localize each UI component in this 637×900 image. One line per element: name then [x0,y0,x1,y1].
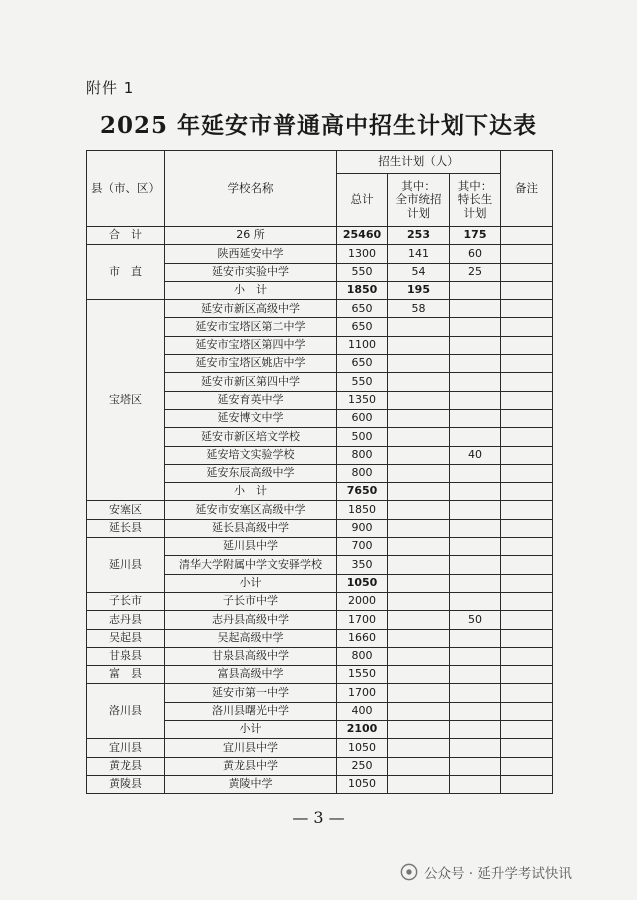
special-cell [450,647,501,665]
remarks-cell [501,263,553,281]
special-cell [450,501,501,519]
special-cell [450,355,501,373]
special-cell: 175 [450,227,501,245]
remarks-cell [501,501,553,519]
special-cell [450,300,501,318]
total-cell: 1550 [337,666,388,684]
watermark-text: 公众号 · 延升学考试快讯 [424,866,572,882]
remarks-cell [501,757,553,775]
remarks-cell [501,391,553,409]
school-cell: 延川县中学 [165,538,337,556]
citywide-cell: 195 [388,281,450,299]
special-cell [450,373,501,391]
total-cell: 25460 [337,227,388,245]
total-cell: 1050 [337,775,388,793]
total-cell: 1350 [337,391,388,409]
citywide-cell [388,428,450,446]
special-cell [450,556,501,574]
remarks-cell [501,629,553,647]
school-cell: 延安博文中学 [165,409,337,427]
table-row [87,501,553,519]
total-cell: 600 [337,409,388,427]
total-cell: 800 [337,446,388,464]
total-cell: 650 [337,300,388,318]
remarks-cell [501,318,553,336]
document-title: 2025 年延安市普通高中招生计划下达表 [99,112,538,139]
county-cell: 洛川县 [87,684,165,739]
special-cell [450,428,501,446]
citywide-cell: 54 [388,263,450,281]
remarks-cell [501,227,553,245]
total-cell: 800 [337,647,388,665]
citywide-cell [388,391,450,409]
school-cell: 子长市中学 [165,592,337,610]
total-cell: 2100 [337,721,388,739]
citywide-cell [388,464,450,482]
table-row [87,592,553,610]
citywide-cell [388,647,450,665]
remarks-cell [501,574,553,592]
total-cell: 700 [337,538,388,556]
school-cell: 延安市宝塔区姚店中学 [165,355,337,373]
special-cell [450,574,501,592]
county-cell: 市 直 [87,245,165,300]
total-cell: 1050 [337,574,388,592]
citywide-cell [388,483,450,501]
total-cell: 1700 [337,684,388,702]
total-cell: 1700 [337,611,388,629]
table-row [87,227,553,245]
school-cell: 志丹县高级中学 [165,611,337,629]
remarks-cell [501,684,553,702]
table-row [87,739,553,757]
remarks-cell [501,300,553,318]
school-cell: 延安市新区第四中学 [165,373,337,391]
remarks-cell [501,355,553,373]
county-cell: 子长市 [87,592,165,610]
remarks-cell [501,538,553,556]
remarks-cell [501,519,553,537]
special-cell [450,592,501,610]
table-row [87,300,553,318]
page-number: — 3 — [292,808,345,827]
enrollment-plan-table [86,150,553,794]
special-cell [450,464,501,482]
school-cell: 吴起高级中学 [165,629,337,647]
school-cell: 黄陵中学 [165,775,337,793]
remarks-cell [501,245,553,263]
county-cell: 宜川县 [87,739,165,757]
school-cell: 小计 [165,574,337,592]
remarks-cell [501,592,553,610]
special-cell [450,318,501,336]
school-cell: 延安市第一中学 [165,684,337,702]
total-cell: 800 [337,464,388,482]
special-cell [450,281,501,299]
special-cell [450,757,501,775]
table-row [87,647,553,665]
header-school: 学校名称 [165,151,337,227]
school-cell: 小计 [165,721,337,739]
remarks-cell [501,409,553,427]
school-cell: 延安育英中学 [165,391,337,409]
total-cell: 2000 [337,592,388,610]
county-cell: 志丹县 [87,611,165,629]
table-row [87,775,553,793]
school-cell: 甘泉县高级中学 [165,647,337,665]
table-row [87,629,553,647]
special-cell [450,519,501,537]
table-row [87,684,553,702]
remarks-cell [501,647,553,665]
citywide-cell [388,355,450,373]
citywide-cell [388,775,450,793]
school-cell: 小 计 [165,281,337,299]
citywide-cell [388,501,450,519]
special-cell: 25 [450,263,501,281]
citywide-cell [388,666,450,684]
citywide-cell [388,446,450,464]
remarks-cell [501,721,553,739]
citywide-cell [388,336,450,354]
county-cell: 富 县 [87,666,165,684]
remarks-cell [501,428,553,446]
citywide-cell [388,684,450,702]
remarks-cell [501,739,553,757]
citywide-cell [388,702,450,720]
remarks-cell [501,336,553,354]
table-row [87,538,553,556]
school-cell: 延长县高级中学 [165,519,337,537]
watermark [400,862,572,882]
special-cell [450,629,501,647]
county-cell: 延长县 [87,519,165,537]
citywide-cell [388,721,450,739]
table-row [87,757,553,775]
total-cell: 250 [337,757,388,775]
citywide-cell [388,611,450,629]
special-cell [450,538,501,556]
remarks-cell [501,281,553,299]
total-cell: 1100 [337,336,388,354]
school-cell: 延安市宝塔区第四中学 [165,336,337,354]
school-cell: 小 计 [165,483,337,501]
citywide-cell [388,409,450,427]
wechat-icon [400,863,418,881]
header-plan-group: 招生计划（人） [337,151,501,174]
citywide-cell [388,538,450,556]
special-cell: 50 [450,611,501,629]
remarks-cell [501,464,553,482]
total-cell: 1660 [337,629,388,647]
total-cell: 1850 [337,501,388,519]
special-cell [450,721,501,739]
table-row [87,611,553,629]
special-cell [450,775,501,793]
school-cell: 清华大学附属中学文安驿学校 [165,556,337,574]
citywide-cell [388,592,450,610]
county-cell: 甘泉县 [87,647,165,665]
table-row [87,666,553,684]
citywide-cell [388,739,450,757]
remarks-cell [501,702,553,720]
special-cell [450,702,501,720]
citywide-cell [388,519,450,537]
annex-label: 附件 1 [86,79,135,97]
header-county: 县（市、区） [87,151,165,227]
citywide-cell [388,574,450,592]
county-cell: 合 计 [87,227,165,245]
special-cell [450,739,501,757]
school-cell: 26 所 [165,227,337,245]
remarks-cell [501,666,553,684]
county-cell: 黄陵县 [87,775,165,793]
school-cell: 黄龙县中学 [165,757,337,775]
total-cell: 1300 [337,245,388,263]
header-special: 其中： 特长生 计划 [450,174,501,227]
total-cell: 350 [337,556,388,574]
citywide-cell [388,373,450,391]
county-cell: 安塞区 [87,501,165,519]
county-cell: 黄龙县 [87,757,165,775]
citywide-cell [388,556,450,574]
total-cell: 650 [337,318,388,336]
school-cell: 延安市新区培文学校 [165,428,337,446]
total-cell: 650 [337,355,388,373]
header-total: 总计 [337,174,388,227]
total-cell: 400 [337,702,388,720]
total-cell: 7650 [337,483,388,501]
school-cell: 延安市新区高级中学 [165,300,337,318]
remarks-cell [501,556,553,574]
special-cell [450,409,501,427]
school-cell: 洛川县曙光中学 [165,702,337,720]
citywide-cell [388,318,450,336]
total-cell: 1050 [337,739,388,757]
total-cell: 550 [337,373,388,391]
table-row [87,519,553,537]
county-cell: 延川县 [87,538,165,593]
remarks-cell [501,373,553,391]
school-cell: 宜川县中学 [165,739,337,757]
remarks-cell [501,446,553,464]
header-citywide: 其中： 全市统招 计划 [388,174,450,227]
citywide-cell [388,757,450,775]
special-cell [450,336,501,354]
total-cell: 900 [337,519,388,537]
county-cell: 宝塔区 [87,300,165,501]
citywide-cell [388,629,450,647]
table-row [87,245,553,263]
special-cell [450,483,501,501]
school-cell: 延安市安塞区高级中学 [165,501,337,519]
school-cell: 延安市实验中学 [165,263,337,281]
special-cell [450,391,501,409]
school-cell: 延安东辰高级中学 [165,464,337,482]
special-cell [450,684,501,702]
citywide-cell: 253 [388,227,450,245]
total-cell: 500 [337,428,388,446]
special-cell: 60 [450,245,501,263]
school-cell: 富县高级中学 [165,666,337,684]
special-cell [450,666,501,684]
county-cell: 吴起县 [87,629,165,647]
header-remarks: 备注 [501,151,553,227]
remarks-cell [501,483,553,501]
school-cell: 延安市宝塔区第二中学 [165,318,337,336]
remarks-cell [501,775,553,793]
remarks-cell [501,611,553,629]
citywide-cell: 58 [388,300,450,318]
special-cell: 40 [450,446,501,464]
total-cell: 1850 [337,281,388,299]
school-cell: 陕西延安中学 [165,245,337,263]
total-cell: 550 [337,263,388,281]
citywide-cell: 141 [388,245,450,263]
school-cell: 延安培文实验学校 [165,446,337,464]
